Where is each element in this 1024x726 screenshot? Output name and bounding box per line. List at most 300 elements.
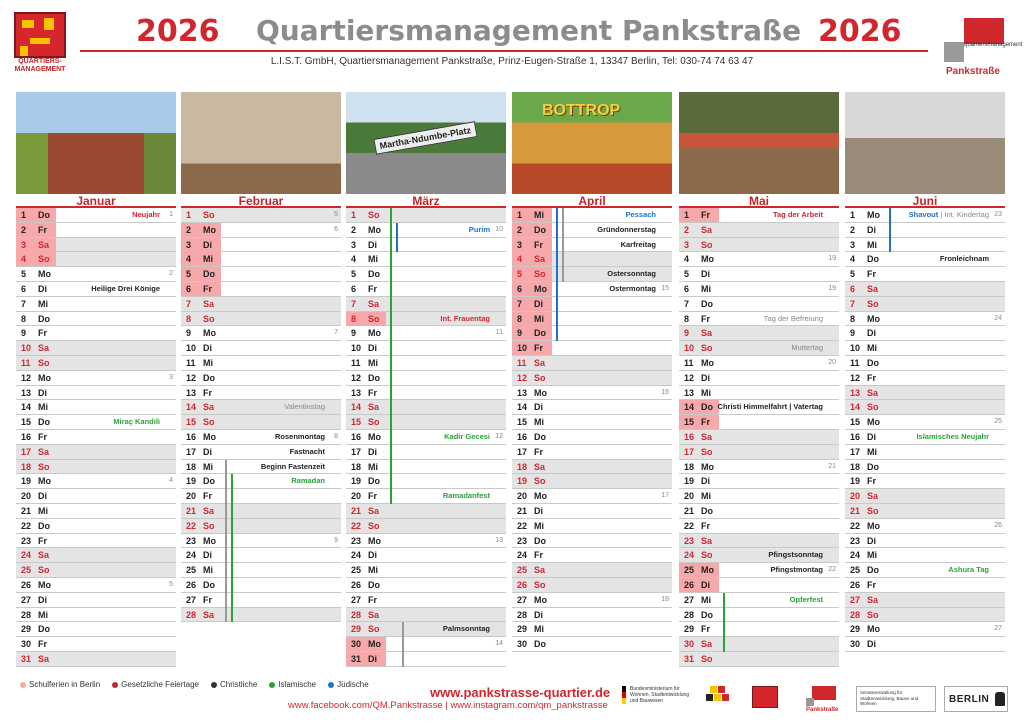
day-row xyxy=(679,460,839,475)
day-number: 1 xyxy=(684,210,690,220)
day-weekday: Di xyxy=(38,491,47,502)
day-weekday: Fr xyxy=(368,283,377,294)
day-weekday: Mo xyxy=(534,283,547,294)
day-row xyxy=(845,252,1005,267)
day-weekday: Di xyxy=(38,387,47,398)
day-weekday: Do xyxy=(867,254,879,265)
day-weekday: Do xyxy=(203,269,215,280)
day-row xyxy=(346,208,506,223)
day-number: 12 xyxy=(684,372,695,383)
day-row xyxy=(845,341,1005,356)
day-weekday: Do xyxy=(38,210,50,220)
day-weekday: Mo xyxy=(701,565,714,576)
day-weekday: Di xyxy=(867,328,876,339)
day-weekday: Fr xyxy=(38,224,47,235)
day-number: 4 xyxy=(684,254,690,265)
day-row xyxy=(181,326,341,341)
day-number: 3 xyxy=(517,239,523,250)
day-list xyxy=(845,208,1005,652)
day-row xyxy=(16,445,176,460)
day-weekday: Mi xyxy=(867,446,877,457)
day-row xyxy=(512,622,672,637)
day-row xyxy=(346,489,506,504)
senat-logo: Senatsverwaltung für Stadtentwicklung, Bauen und Wohnen xyxy=(856,686,936,712)
day-row xyxy=(16,415,176,430)
day-weekday: Mo xyxy=(203,224,216,235)
day-number: 5 xyxy=(517,269,523,280)
calendar-week-number: 1 xyxy=(169,211,173,218)
day-number: 17 xyxy=(21,446,32,457)
day-row xyxy=(512,563,672,578)
day-number: 23 xyxy=(186,535,197,546)
day-number: 8 xyxy=(351,313,357,324)
day-number: 8 xyxy=(21,313,27,324)
calendar-week-number: 3 xyxy=(169,373,173,381)
day-number: 4 xyxy=(21,254,27,265)
day-row xyxy=(346,386,506,401)
day-weekday: Sa xyxy=(38,239,50,250)
day-weekday: Sa xyxy=(701,328,713,339)
day-event: Ostermontag xyxy=(609,283,656,293)
day-weekday: Di xyxy=(534,505,543,516)
day-row xyxy=(16,341,176,356)
day-weekday: Sa xyxy=(534,461,546,472)
day-row xyxy=(845,578,1005,593)
day-row xyxy=(845,415,1005,430)
calendar-week-number: 4 xyxy=(169,477,173,485)
day-number: 15 xyxy=(684,417,695,428)
day-number: 27 xyxy=(850,594,861,605)
day-number: 6 xyxy=(186,283,192,294)
day-number: 15 xyxy=(351,417,362,428)
day-weekday: Sa xyxy=(534,357,546,368)
calendar-week-number: 14 xyxy=(495,640,503,648)
day-weekday: Do xyxy=(701,402,713,413)
day-number: 18 xyxy=(21,461,32,472)
day-number: 17 xyxy=(351,446,362,457)
day-row xyxy=(181,519,341,534)
day-row xyxy=(679,371,839,386)
day-weekday: Sa xyxy=(203,505,215,516)
day-number: 23 xyxy=(517,535,528,546)
day-number: 15 xyxy=(186,417,197,428)
day-weekday: Do xyxy=(38,417,50,428)
day-weekday: Do xyxy=(368,476,380,487)
day-weekday: Mi xyxy=(38,402,48,413)
day-row xyxy=(679,474,839,489)
legend-label: Christliche xyxy=(219,680,258,689)
day-number: 16 xyxy=(21,431,32,442)
day-weekday: Sa xyxy=(38,653,50,664)
day-number: 30 xyxy=(850,639,861,650)
day-row xyxy=(512,608,672,623)
bund-logo-text: Bundesministerium für Wohnen, Stadtentwicklung und Bauwesen xyxy=(630,686,690,704)
day-weekday: Mi xyxy=(368,565,378,576)
legend-dot-icon xyxy=(112,682,118,688)
day-row xyxy=(512,489,672,504)
day-row xyxy=(845,430,1005,445)
day-weekday: Fr xyxy=(368,491,377,502)
day-number: 11 xyxy=(850,357,860,368)
day-number: 14 xyxy=(186,402,197,413)
social-links[interactable]: www.facebook.com/QM.Pankstrasse | www.instagram.com/qm_pankstrasse xyxy=(288,700,608,711)
day-number: 10 xyxy=(517,343,528,354)
day-weekday: Mo xyxy=(701,254,714,265)
day-number: 11 xyxy=(186,357,196,368)
day-number: 28 xyxy=(684,609,695,620)
day-number: 14 xyxy=(850,402,861,413)
day-weekday: Do xyxy=(867,461,879,472)
day-number: 3 xyxy=(21,239,27,250)
calendar-week-number: 16 xyxy=(661,388,669,396)
day-number: 3 xyxy=(684,239,690,250)
day-weekday: Mi xyxy=(534,417,544,428)
day-number: 7 xyxy=(684,298,690,309)
calendar-week-number: 17 xyxy=(661,492,669,500)
day-number: 13 xyxy=(186,387,197,398)
day-number: 18 xyxy=(517,461,528,472)
day-row xyxy=(845,519,1005,534)
day-row xyxy=(346,548,506,563)
berlin-logo-text: BERLIN xyxy=(949,694,990,705)
german-flag-icon xyxy=(622,686,626,704)
day-weekday: Sa xyxy=(867,387,879,398)
day-weekday: Mo xyxy=(867,210,880,220)
calendar-week-number: 7 xyxy=(334,329,338,337)
day-weekday: Fr xyxy=(701,624,710,635)
day-number: 8 xyxy=(684,313,690,324)
calendar-week-number: 19 xyxy=(828,284,836,292)
calendar-week-number: 5 xyxy=(334,211,338,218)
day-weekday: Mi xyxy=(701,387,711,398)
day-number: 27 xyxy=(351,594,362,605)
day-list xyxy=(346,208,506,667)
day-weekday: Di xyxy=(534,609,543,620)
day-weekday: Fr xyxy=(38,431,47,442)
day-number: 27 xyxy=(684,594,695,605)
day-weekday: Mi xyxy=(203,565,213,576)
legend-item xyxy=(20,680,100,689)
day-row xyxy=(512,534,672,549)
day-weekday: So xyxy=(867,402,879,413)
day-number: 2 xyxy=(850,224,856,235)
month-april xyxy=(512,92,672,652)
day-weekday: Mo xyxy=(701,357,714,368)
day-weekday: So xyxy=(701,653,713,664)
day-event: Tag der Arbeit xyxy=(772,210,823,219)
day-weekday: Fr xyxy=(701,520,710,531)
period-bar-grey xyxy=(225,460,227,623)
day-weekday: Di xyxy=(867,535,876,546)
day-number: 13 xyxy=(21,387,32,398)
day-row xyxy=(679,504,839,519)
day-weekday: Sa xyxy=(203,298,215,309)
day-weekday: Mi xyxy=(701,491,711,502)
day-number: 29 xyxy=(21,624,32,635)
day-number: 19 xyxy=(21,476,32,487)
day-row xyxy=(181,489,341,504)
day-weekday: Sa xyxy=(534,565,546,576)
day-number: 30 xyxy=(351,639,362,650)
day-weekday: Fr xyxy=(701,417,710,428)
day-event: Rosenmontag xyxy=(274,431,325,441)
day-number: 28 xyxy=(351,609,362,620)
day-weekday: Fr xyxy=(701,313,710,324)
day-weekday: Fr xyxy=(368,387,377,398)
day-row xyxy=(679,238,839,253)
year-right: 2026 xyxy=(818,14,902,49)
day-number: 1 xyxy=(517,210,523,220)
day-number: 26 xyxy=(517,579,528,590)
day-event-secondary: | Int. Kindertag xyxy=(938,210,989,219)
day-weekday: Di xyxy=(368,550,377,561)
day-weekday: Fr xyxy=(867,269,876,280)
day-weekday: So xyxy=(203,210,215,220)
day-weekday: Mo xyxy=(534,491,547,502)
day-number: 10 xyxy=(186,343,197,354)
day-row xyxy=(512,371,672,386)
legend-item xyxy=(269,680,316,689)
legend-dot-icon xyxy=(20,682,26,688)
photo-exhibit xyxy=(181,92,341,194)
day-row xyxy=(16,593,176,608)
day-row xyxy=(679,282,839,297)
day-number: 15 xyxy=(21,417,32,428)
day-row xyxy=(16,267,176,282)
day-row xyxy=(845,267,1005,282)
day-number: 6 xyxy=(517,283,523,294)
day-row xyxy=(181,474,341,489)
day-weekday: Do xyxy=(534,639,546,650)
day-number: 5 xyxy=(850,269,856,280)
day-number: 7 xyxy=(351,298,357,309)
day-number: 9 xyxy=(684,328,690,339)
day-weekday: Sa xyxy=(38,550,50,561)
day-row xyxy=(845,593,1005,608)
day-row xyxy=(679,386,839,401)
day-row xyxy=(845,608,1005,623)
day-row xyxy=(845,474,1005,489)
day-number: 8 xyxy=(186,313,192,324)
day-number: 17 xyxy=(684,446,695,457)
day-row xyxy=(346,652,506,667)
day-number: 2 xyxy=(21,224,27,235)
day-weekday: Do xyxy=(534,328,546,339)
day-number: 1 xyxy=(21,210,27,220)
day-number: 10 xyxy=(21,343,32,354)
day-number: 11 xyxy=(351,357,361,368)
day-number: 6 xyxy=(21,283,27,294)
day-event: Pfingstsonntag xyxy=(768,550,823,560)
day-number: 23 xyxy=(21,535,32,546)
calendar-week-number: 20 xyxy=(828,358,836,366)
day-list xyxy=(181,208,341,622)
day-row xyxy=(16,356,176,371)
month-name: Juni xyxy=(845,194,1005,208)
day-event: Miraç Kandili xyxy=(113,417,160,427)
day-number: 1 xyxy=(186,210,192,220)
day-row xyxy=(16,622,176,637)
day-list xyxy=(679,208,839,667)
day-row xyxy=(16,652,176,667)
day-number: 19 xyxy=(684,476,695,487)
day-number: 27 xyxy=(21,594,32,605)
day-row xyxy=(512,297,672,312)
day-number: 26 xyxy=(186,579,197,590)
day-weekday: Di xyxy=(368,239,377,250)
day-number: 9 xyxy=(517,328,523,339)
day-row xyxy=(346,608,506,623)
period-bar-green xyxy=(231,474,233,622)
day-number: 21 xyxy=(186,505,197,516)
day-number: 14 xyxy=(517,402,528,413)
day-row xyxy=(845,400,1005,415)
day-number: 31 xyxy=(21,653,32,664)
day-weekday: Do xyxy=(368,372,380,383)
day-row xyxy=(845,489,1005,504)
day-number: 22 xyxy=(186,520,197,531)
day-number: 16 xyxy=(684,431,695,442)
day-row xyxy=(181,460,341,475)
month-name: Februar xyxy=(181,194,341,208)
day-list xyxy=(16,208,176,667)
address-line: L.I.S.T. GmbH, Quartiersmanagement Pankstraße, Prinz-Eugen-Straße 1, 13347 Berlin, Tel: 030-74 74 63 47 xyxy=(270,56,754,67)
day-number: 4 xyxy=(517,254,523,265)
day-event: Opferfest xyxy=(789,594,823,604)
day-row xyxy=(679,622,839,637)
day-row xyxy=(346,474,506,489)
day-number: 13 xyxy=(517,387,528,398)
day-weekday: Sa xyxy=(701,639,713,650)
day-row xyxy=(346,252,506,267)
day-weekday: Di xyxy=(701,476,710,487)
day-number: 24 xyxy=(517,550,528,561)
day-weekday: Do xyxy=(701,505,713,516)
day-weekday: Sa xyxy=(867,594,879,605)
day-row xyxy=(181,548,341,563)
period-bar-green xyxy=(390,208,392,504)
day-number: 24 xyxy=(850,550,861,561)
day-number: 15 xyxy=(850,417,861,428)
day-number: 1 xyxy=(351,210,357,220)
legend-item xyxy=(211,680,257,689)
day-weekday: Mo xyxy=(38,476,51,487)
day-event: Heilige Drei Könige xyxy=(91,283,160,293)
page-title: Quartiersmanagement Pankstraße xyxy=(256,14,802,47)
legend-dot-icon xyxy=(211,682,217,688)
day-number: 25 xyxy=(21,565,32,576)
day-weekday: Di xyxy=(701,579,710,590)
qm-logo-small xyxy=(752,686,778,712)
day-row xyxy=(16,489,176,504)
day-event: Karfreitag xyxy=(620,239,656,249)
day-row xyxy=(181,341,341,356)
day-row xyxy=(679,267,839,282)
day-row xyxy=(16,223,176,238)
day-row xyxy=(512,326,672,341)
day-row xyxy=(512,267,672,282)
day-number: 16 xyxy=(850,431,861,442)
photo-mural xyxy=(512,92,672,194)
day-number: 12 xyxy=(186,372,197,383)
day-weekday: Sa xyxy=(867,491,879,502)
day-weekday: Sa xyxy=(368,505,380,516)
day-weekday: Di xyxy=(203,550,212,561)
day-row xyxy=(512,430,672,445)
day-row xyxy=(346,445,506,460)
day-number: 16 xyxy=(186,431,197,442)
day-row xyxy=(512,282,672,297)
day-row xyxy=(512,223,672,238)
day-weekday: Mo xyxy=(867,520,880,531)
day-row xyxy=(845,238,1005,253)
day-weekday: Mi xyxy=(534,210,544,220)
calendar-week-number: 10 xyxy=(495,225,503,233)
legend-label: Islamische xyxy=(278,680,317,689)
day-number: 2 xyxy=(684,224,690,235)
day-weekday: Mo xyxy=(368,328,381,339)
day-number: 21 xyxy=(684,505,695,516)
day-weekday: Fr xyxy=(203,387,212,398)
day-number: 12 xyxy=(21,372,32,383)
day-row xyxy=(845,223,1005,238)
day-number: 5 xyxy=(21,269,27,280)
day-number: 17 xyxy=(186,446,197,457)
day-number: 15 xyxy=(517,417,528,428)
day-row xyxy=(181,252,341,267)
logo-name: Pankstraße xyxy=(946,66,1000,77)
day-row xyxy=(346,534,506,549)
day-weekday: Mi xyxy=(701,283,711,294)
day-weekday: So xyxy=(203,417,215,428)
day-number: 24 xyxy=(186,550,197,561)
day-number: 13 xyxy=(850,387,861,398)
day-weekday: So xyxy=(38,461,50,472)
day-number: 17 xyxy=(850,446,861,457)
day-weekday: So xyxy=(534,372,546,383)
day-event: Palmsonntag xyxy=(442,624,490,634)
day-row xyxy=(679,415,839,430)
day-weekday: So xyxy=(534,476,546,487)
day-number: 26 xyxy=(850,579,861,590)
day-row xyxy=(16,297,176,312)
day-number: 7 xyxy=(517,298,523,309)
day-number: 22 xyxy=(684,520,695,531)
day-row xyxy=(679,400,839,415)
day-weekday: Fr xyxy=(534,343,543,354)
day-number: 8 xyxy=(517,313,523,324)
day-weekday: So xyxy=(203,520,215,531)
day-row xyxy=(16,386,176,401)
day-weekday: Mi xyxy=(534,520,544,531)
day-weekday: Do xyxy=(701,609,713,620)
legend-label: Schulferien in Berlin xyxy=(29,680,101,689)
day-number: 29 xyxy=(850,624,861,635)
day-event: Christi Himmelfahrt | Vatertag xyxy=(717,402,823,412)
day-row xyxy=(512,637,672,652)
mural-text: BOTTROP xyxy=(542,102,621,119)
day-weekday: Fr xyxy=(368,594,377,605)
calendar-week-number: 8 xyxy=(334,432,338,440)
day-row xyxy=(346,312,506,327)
month-juni xyxy=(845,92,1005,652)
day-weekday: Fr xyxy=(867,476,876,487)
day-row xyxy=(346,430,506,445)
day-number: 22 xyxy=(517,520,528,531)
day-row xyxy=(512,460,672,475)
website-link[interactable]: www.pankstrasse-quartier.de xyxy=(430,685,611,700)
month-februar xyxy=(181,92,341,622)
